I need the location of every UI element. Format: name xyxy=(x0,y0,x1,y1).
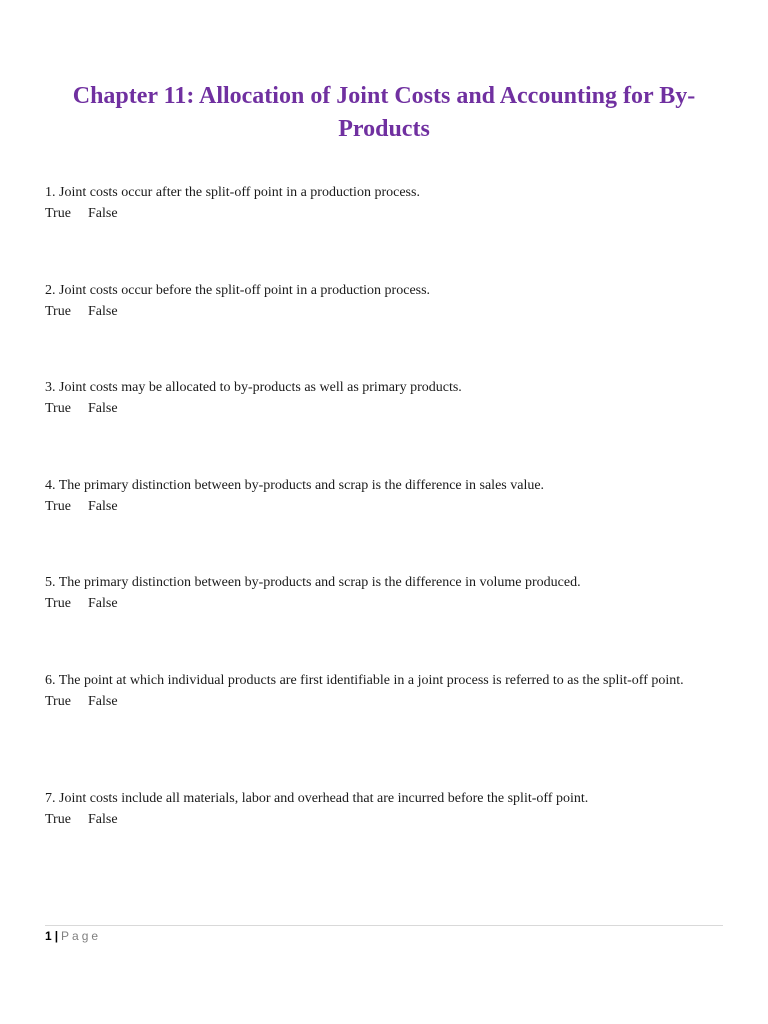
question-text: 7. Joint costs include all materials, labor and overhead that are incurred before the split-off point. xyxy=(45,791,589,806)
answer-false: False xyxy=(88,206,118,221)
question-text: 5. The primary distinction between by-products and scrap is the difference in volume produced. xyxy=(45,575,581,590)
answer-false: False xyxy=(88,304,118,319)
page-label: Page xyxy=(61,929,102,943)
question-6 xyxy=(45,670,725,712)
answer-options xyxy=(45,301,725,322)
chapter-title: Chapter 11: Allocation of Joint Costs and Accounting for By-Products xyxy=(72,83,696,142)
answer-false: False xyxy=(88,694,118,709)
answer-true: True xyxy=(45,812,71,827)
question-4 xyxy=(45,475,725,517)
question-text: 4. The primary distinction between by-products and scrap is the difference in sales value. xyxy=(45,478,545,493)
question-2 xyxy=(45,280,725,322)
answer-options xyxy=(45,593,725,614)
question-7 xyxy=(45,788,725,830)
answer-true: True xyxy=(45,304,71,319)
answer-options xyxy=(45,496,725,517)
question-1 xyxy=(45,182,725,224)
answer-true: True xyxy=(45,206,71,221)
answer-true: True xyxy=(45,596,71,611)
answer-options xyxy=(45,398,725,419)
answer-true: True xyxy=(45,401,71,416)
answer-true: True xyxy=(45,499,71,514)
answer-false: False xyxy=(88,812,118,827)
question-5 xyxy=(45,572,725,614)
answer-options xyxy=(45,809,725,830)
question-text: 3. Joint costs may be allocated to by-products as well as primary products. xyxy=(45,380,462,395)
question-text: 1. Joint costs occur after the split-off point in a production process. xyxy=(45,185,420,200)
page-footer xyxy=(45,928,101,944)
answer-false: False xyxy=(88,596,118,611)
footer-separator: | xyxy=(54,929,59,943)
question-text: 6. The point at which individual products are first identifiable in a joint process is referred to as the split-off point. xyxy=(45,673,684,688)
answer-true: True xyxy=(45,694,71,709)
answer-options xyxy=(45,203,725,224)
footer-divider xyxy=(45,925,723,926)
page-number: 1 xyxy=(45,929,52,943)
answer-options xyxy=(45,691,725,712)
answer-false: False xyxy=(88,401,118,416)
question-text: 2. Joint costs occur before the split-off point in a production process. xyxy=(45,283,431,298)
answer-false: False xyxy=(88,499,118,514)
question-3 xyxy=(45,377,725,419)
